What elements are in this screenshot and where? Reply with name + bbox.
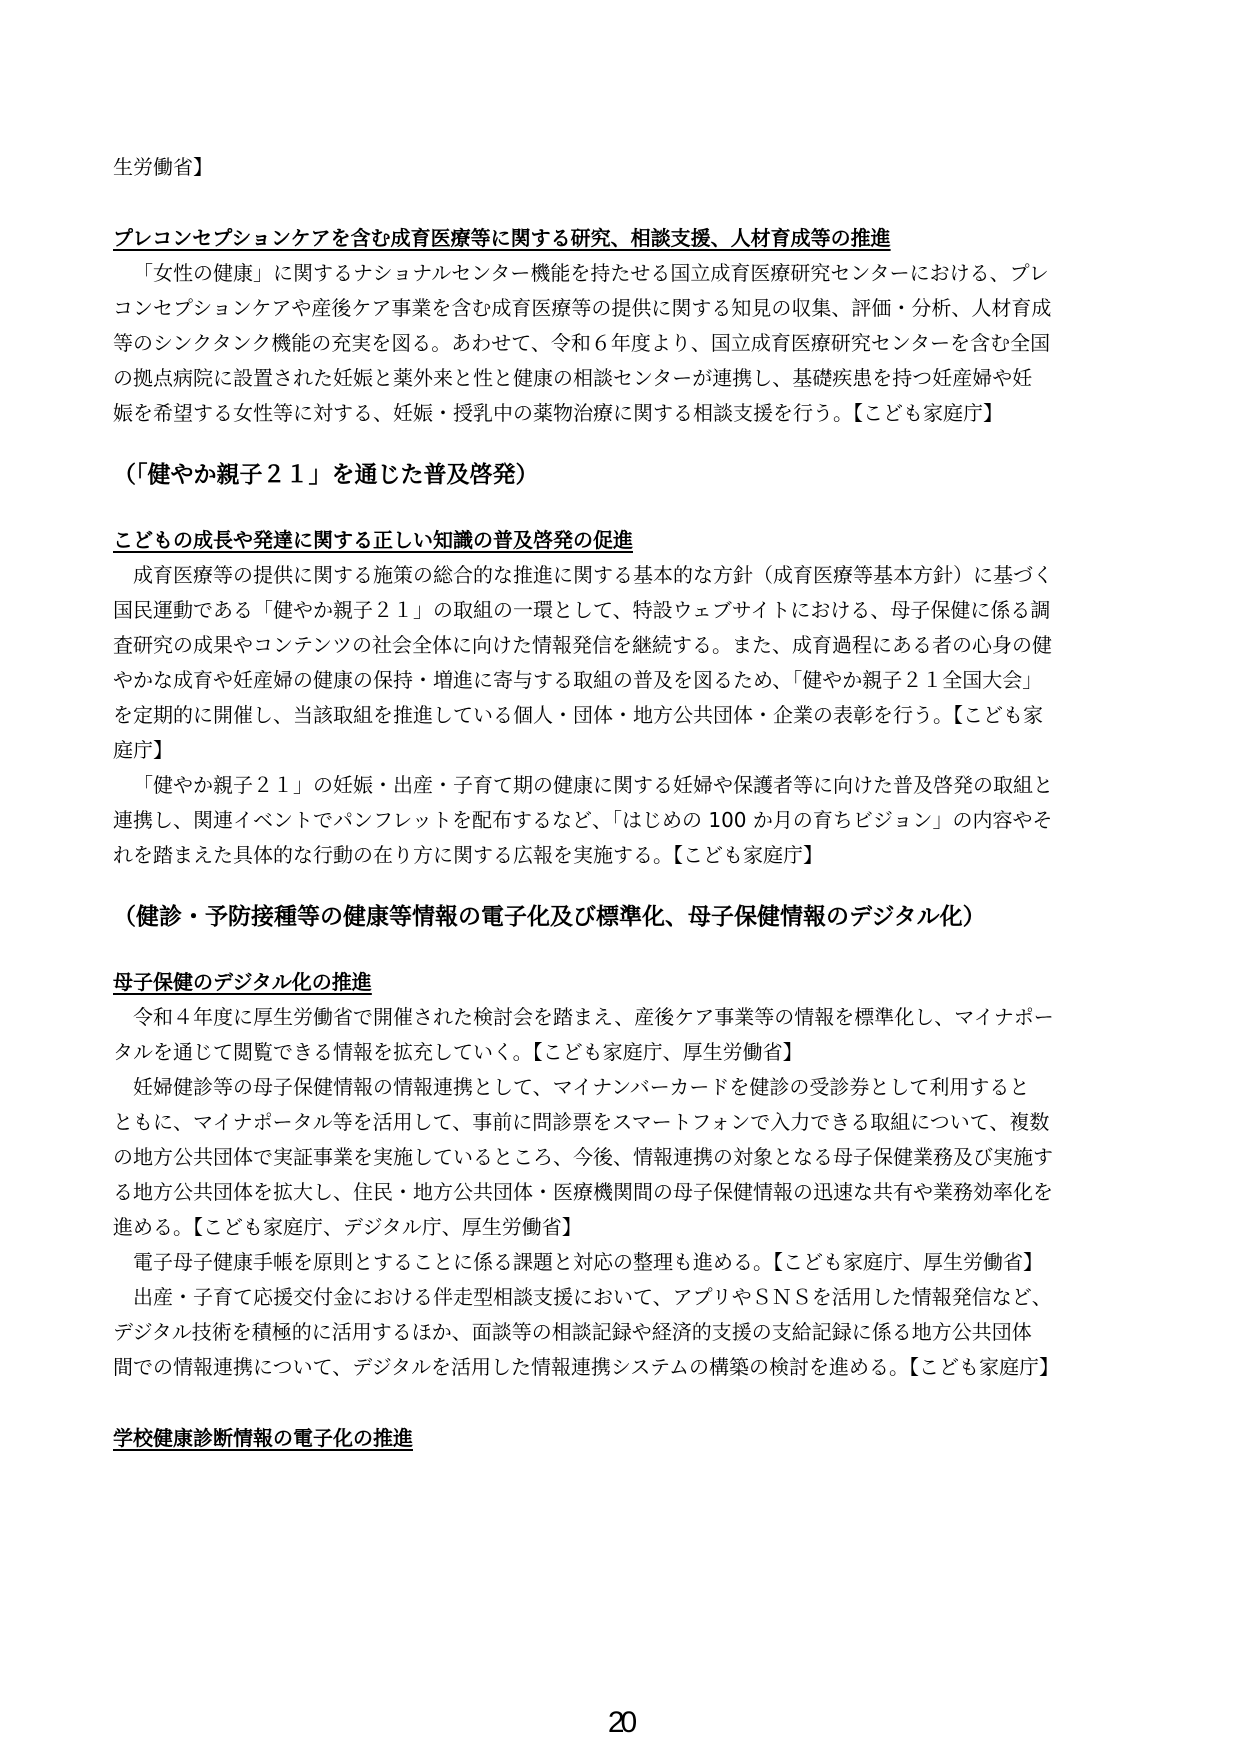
text-line: 「健やか親子２１」の妊娠・出産・子育て期の健康に関する妊婦や保護者等に向けた普及啓発の取組と	[133, 773, 1053, 797]
text-line: の地方公共団体で実証事業を実施しているところ、今後、情報連携の対象となる母子保健業務及び実施す	[113, 1145, 1053, 1169]
text-line: 出産・子育て応援交付金における伴走型相談支援において、アプリやＳＮＳを活用した情報発信など、	[133, 1285, 1052, 1309]
paragraph	[113, 768, 1138, 873]
text-line: 娠を希望する女性等に対する、妊娠・授乳中の薬物治療に関する相談支援を行う。【こども家庭庁】	[113, 401, 1003, 425]
text-line: 電子母子健康手帳を原則とすることに係る課題と対応の整理も進める。【こども家庭庁、厚生労働省】	[133, 1250, 1043, 1274]
page-body	[113, 150, 1138, 1456]
subheading-maternal-digital: 母子保健のデジタル化の推進	[113, 970, 372, 994]
text-line: 「女性の健康」に関するナショナルセンター機能を持たせる国立成育医療研究センターにおける、プレ	[133, 261, 1049, 285]
page-number: 20	[607, 1706, 634, 1739]
subheading-school-health: 学校健康診断情報の電子化の推進	[113, 1426, 413, 1450]
text-line: 妊婦健診等の母子保健情報の情報連携として、マイナンバーカードを健診の受診券として利用すると	[133, 1075, 1030, 1099]
text-line: 進める。【こども家庭庁、デジタル庁、厚生労働省】	[113, 1215, 582, 1239]
paragraph	[113, 256, 1138, 431]
paragraph	[113, 1280, 1138, 1385]
continued-line: 生労働省】	[113, 155, 213, 179]
paragraph	[113, 558, 1138, 768]
text-line: の拠点病院に設置された妊娠と薬外来と性と健康の相談センターが連携し、基礎疾患を持つ妊産婦や妊	[113, 366, 1033, 390]
text-line: 成育医療等の提供に関する施策の総合的な推進に関する基本的な方針（成育医療等基本方針）に基づく	[133, 563, 1053, 587]
section-heading-digitalization: （健診・予防接種等の健康等情報の電子化及び標準化、母子保健情報のデジタル化）	[113, 904, 986, 930]
text-line: デジタル技術を積極的に活用するほか、面談等の相談記録や経済的支援の支給記録に係る地方公共団体	[113, 1320, 1032, 1344]
section-heading-sukoyaka: （「健やか親子２１」を通じた普及啓発）	[113, 462, 539, 488]
paragraph	[113, 1070, 1138, 1245]
text-line: 等のシンクタンク機能の充実を図る。あわせて、令和６年度より、国立成育医療研究センターを含む全国	[113, 331, 1051, 355]
text-line: 令和４年度に厚生労働省で開催された検討会を踏まえ、産後ケア事業等の情報を標準化し、マイナポー	[133, 1005, 1054, 1029]
paragraph	[113, 1000, 1138, 1070]
text-line: 連携し、関連イベントでパンフレットを配布するなど、「はじめの 100 か月の育ちビジョン」の内容やそ	[113, 808, 1053, 832]
subheading-knowledge-promotion: こどもの成長や発達に関する正しい知識の普及啓発の促進	[113, 528, 633, 552]
text-line: 庭庁】	[113, 738, 173, 762]
text-line: 査研究の成果やコンテンツの社会全体に向けた情報発信を継続する。また、成育過程にある者の心身の健	[113, 633, 1052, 657]
text-line: 間での情報連携について、デジタルを活用した情報連携システムの構築の検討を進める。【こども家庭庁】	[113, 1355, 1059, 1379]
text-line: れを踏まえた具体的な行動の在り方に関する広報を実施する。【こども家庭庁】	[113, 843, 823, 867]
text-line: ともに、マイナポータル等を活用して、事前に問診票をスマートフォンで入力できる取組について、複数	[113, 1110, 1050, 1134]
text-line: タルを通じて閲覧できる情報を拡充していく。【こども家庭庁、厚生労働省】	[113, 1040, 803, 1064]
text-line: る地方公共団体を拡大し、住民・地方公共団体・医療機関間の母子保健情報の迅速な共有や業務効率化を	[113, 1180, 1053, 1204]
subheading-preconception-care: プレコンセプションケアを含む成育医療等に関する研究、相談支援、人材育成等の推進	[113, 226, 891, 250]
paragraph	[113, 1245, 1138, 1280]
text-line: を定期的に開催し、当該取組を推進している個人・団体・地方公共団体・企業の表彰を行う。【こども家	[113, 703, 1043, 727]
text-line: やかな成育や妊産婦の健康の保持・増進に寄与する取組の普及を図るため、「健やか親子２１全国大会」	[113, 668, 1043, 692]
text-line: 国民運動である「健やか親子２１」の取組の一環として、特設ウェブサイトにおける、母子保健に係る調	[113, 598, 1051, 622]
text-line: コンセプションケアや産後ケア事業を含む成育医療等の提供に関する知見の収集、評価・分析、人材育成	[113, 296, 1052, 320]
